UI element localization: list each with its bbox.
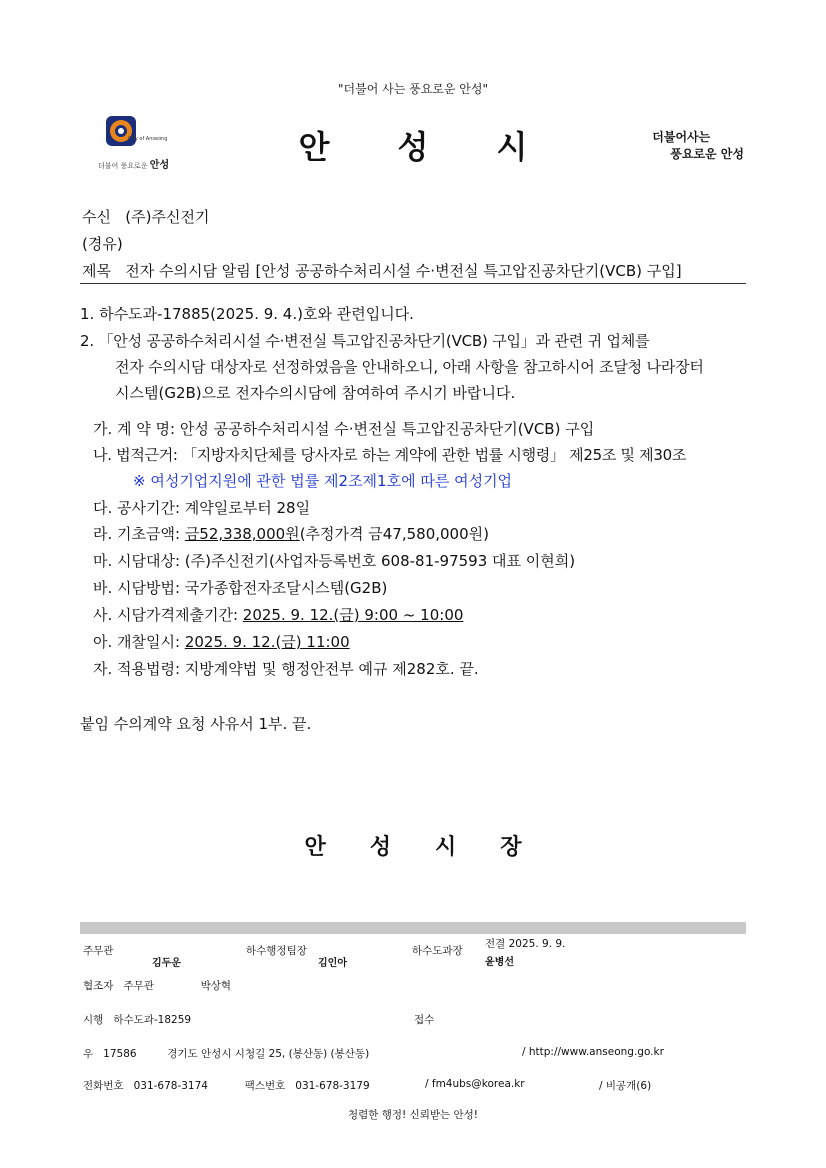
coop-label: 협조자	[83, 980, 114, 992]
zip-value: 17586	[103, 1048, 137, 1060]
recipient-label: 수신	[82, 208, 111, 226]
paragraph-2-line-1: 2. 「안성 공공하수처리시설 수·변전실 특고압진공차단기(VCB) 구입」과 관련 귀 업체를	[80, 332, 650, 350]
item-period: 다. 공사기간: 계약일로부터 28일	[93, 499, 311, 517]
fax-label: 팩스번호	[244, 1080, 286, 1092]
paragraph-2-line-2: 전자 수의시담 대상자로 선정하였음을 안내하오니, 아래 사항을 참고하시어 조달청 나라장터	[115, 358, 704, 376]
receipt-label: 접수	[414, 1014, 435, 1026]
attachment-note: 붙임 수의계약 요청 사유서 1부. 끝.	[80, 715, 312, 733]
footer-approval-date: 전결 2025. 9. 9.	[485, 938, 566, 950]
slogan-mark	[652, 128, 744, 162]
header-slogan: "더불어 사는 풍요로운 안성"	[338, 82, 488, 96]
base-amount-value: 금52,338,000원	[184, 525, 300, 543]
via-label: (경유)	[82, 235, 123, 253]
footer-exec-row	[83, 1012, 191, 1027]
item-base-amount	[93, 523, 489, 544]
recipient-row	[82, 206, 209, 227]
issuer-signature: 안성시장	[304, 835, 566, 860]
subject-value: 전자 수의시담 알림 [안성 공공하수처리시설 수·변전실 특고압진공차단기(VCB) 구입]	[125, 262, 682, 280]
fax-value: 031-678-3179	[295, 1080, 370, 1092]
footer-role-2: 하수행정팀장	[246, 945, 307, 957]
document-title: 안성시	[298, 128, 596, 166]
opening-date-value: 2025. 9. 12.(금) 11:00	[184, 633, 350, 651]
item-contract-name: 가. 계 약 명: 안성 공공하수처리시설 수·변전실 특고압진공차단기(VCB) 구입	[93, 420, 595, 438]
exec-label: 시행	[83, 1014, 104, 1026]
footer-name-2	[318, 954, 347, 969]
footer-contact-row	[83, 1078, 370, 1093]
footer-address-row	[83, 1046, 369, 1061]
item-legal-note: ※ 여성기업지원에 관한 법률 제2조제1호에 따른 여성기업	[133, 472, 513, 490]
footer-role-3: 하수도과장	[412, 945, 463, 957]
phone-label: 전화번호	[83, 1080, 124, 1092]
subject-divider	[80, 283, 746, 284]
item-submission-period	[93, 604, 463, 625]
email-link[interactable]: / fm4ubs@korea.kr	[425, 1078, 525, 1090]
logo-caption-prefix: 더불어 풍요로운	[98, 162, 148, 170]
footer-coop-row	[83, 978, 231, 993]
logo-city-text: City of Anseong	[128, 136, 168, 142]
submission-period-label: 사. 시담가격제출기간:	[93, 606, 243, 624]
logo-caption-name: 안성	[149, 160, 170, 171]
coop-role: 주무관	[123, 980, 154, 992]
recipient-value: (주)주신전기	[125, 208, 210, 226]
item-opening-date	[93, 631, 350, 652]
subject-row	[82, 260, 682, 281]
phone-value: 031-678-3174	[133, 1080, 208, 1092]
base-amount-label: 라. 기초금액:	[93, 525, 185, 543]
paragraph-2-line-3: 시스템(G2B)으로 전자수의시담에 참여하여 주시기 바랍니다.	[115, 384, 516, 402]
paragraph-1: 1. 하수도과-17885(2025. 9. 4.)호와 관련입니다.	[80, 305, 414, 323]
base-amount-estimate: (추정가격 금47,580,000원)	[299, 525, 489, 543]
coop-name: 박상혁	[200, 980, 232, 992]
submission-period-value: 2025. 9. 12.(금) 9:00 ~ 10:00	[242, 606, 464, 624]
footer-name-3	[485, 953, 514, 968]
footer-motto: 청렴한 행정! 신뢰받는 안성!	[347, 1109, 478, 1121]
website-link[interactable]: / http://www.anseong.go.kr	[522, 1046, 664, 1058]
item-applicable-law: 자. 적용법령: 지방계약법 및 행정안전부 예규 제282호. 끝.	[93, 660, 479, 678]
item-legal-basis: 나. 법적근거: 「지방자치단체를 당사자로 하는 계약에 관한 법률 시행령」 제25조 및 제30조	[93, 446, 687, 464]
disclosure-status: / 비공개(6)	[599, 1080, 652, 1092]
footer-divider-bar	[80, 922, 746, 934]
slogan-mark-part1: 더불어사는	[652, 130, 711, 144]
opening-date-label: 아. 개찰일시:	[93, 633, 185, 651]
zip-label: 우	[83, 1048, 94, 1060]
footer-name-1-text: 김두운	[152, 958, 181, 969]
item-method: 바. 시담방법: 국가종합전자조달시스템(G2B)	[93, 579, 388, 597]
footer-name-2-text: 김인아	[318, 958, 347, 969]
address-value: 경기도 안성시 시청길 25, (봉산동) (봉산동)	[167, 1048, 370, 1060]
footer-name-3-text: 윤병선	[485, 957, 514, 968]
slogan-mark-part2: 풍요로운 안성	[670, 147, 744, 161]
footer-name-1	[152, 954, 181, 969]
exec-value: 하수도과-18259	[113, 1014, 192, 1026]
item-target: 마. 시담대상: (주)주신전기(사업자등록번호 608-81-97593 대표 이현희)	[93, 552, 576, 570]
subject-label: 제목	[82, 262, 111, 280]
footer-role-1: 주무관	[83, 945, 114, 957]
